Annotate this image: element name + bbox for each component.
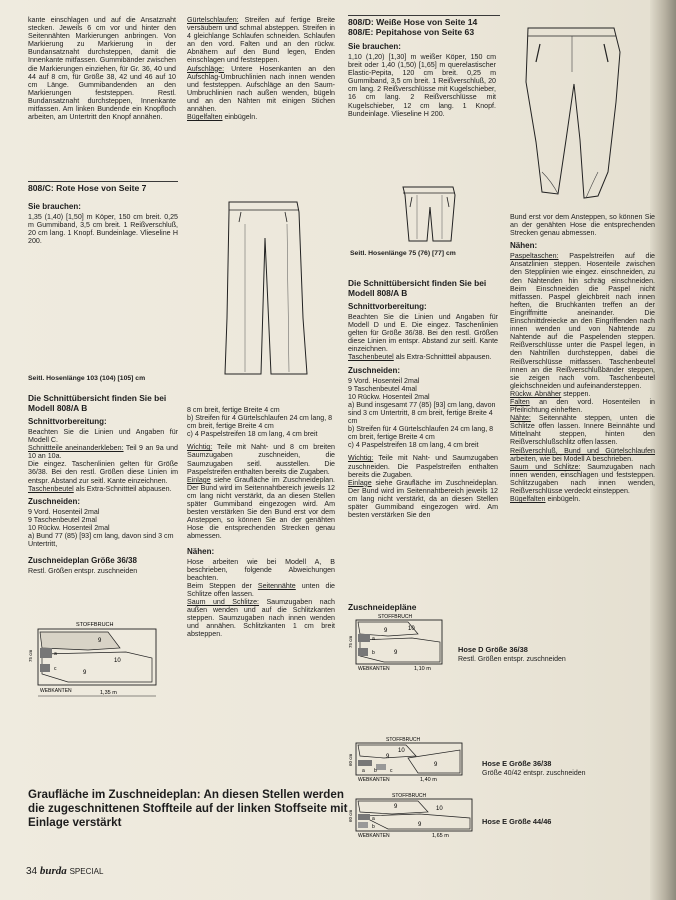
svg-text:WEBKANTEN: WEBKANTEN <box>358 777 390 783</box>
text-808c-instructions-2: 8 cm breit, fertige Breite 4 cm b) Streifen für 4 Gürtelschlaufen 24 cm lang, 8 cm breit, fertige Breite 4 cm c) 4 Paspelstreifen 18 cm lang, 4 cm breit Wichtig: Teile mit Naht- und 8 cm breiten Saumzugaben zuschneiden, die Saumzugaben seitl. ausstellen. Die Paspelstreifen enthalten bereits die Zugaben. Einlage siehe Graufläche im Zuschneideplan. Der Bund wird im Seitennahtbereich jeweils 12 cm lang nicht verstärkt, da an diesen Stellen später Gummiband eingezogen wird. Am besten verstärken Sie den Bund erst vor dem Ansteppen, so können Sie an der genähten Hose die entsprechenden Strecken genau abmessen. Nähen: Hose arbeiten wie bei Modell A, B beschrieben, folgende Abweichungen beachten. Beim Steppen der Seitennähte unten die Schlitze offen lassen. Saum und Schlitze: Saumzugaben nach außen wenden und auf die Schlitzkanten steppen. Saumzugaben nach innen wenden und annähen. Schlitzkanten 1 cm breit absteppen. <box>187 406 336 639</box>
rule-808c-top <box>28 181 178 182</box>
brand-logo: burda <box>39 865 67 877</box>
svg-text:9: 9 <box>384 628 388 634</box>
svg-text:STOFFBRUCH: STOFFBRUCH <box>392 793 427 799</box>
svg-text:c: c <box>390 768 393 774</box>
paragraph-buegelfalten: Bügelfalten einbügeln. <box>187 113 258 122</box>
heading-808d: 808/D: Weiße Hose von Seite 14 808/E: Pepitahose von Seite 63 <box>348 17 478 37</box>
svg-text:a: a <box>372 636 375 642</box>
svg-text:a: a <box>372 816 375 822</box>
svg-text:75 cm: 75 cm <box>28 649 33 662</box>
svg-text:1,40 m: 1,40 m <box>420 777 437 783</box>
svg-text:60 cm: 60 cm <box>348 809 353 822</box>
svg-text:9: 9 <box>418 822 422 828</box>
cutting-plan-hose-e-36 <box>348 736 468 784</box>
brand-special: SPECIAL <box>69 867 104 876</box>
svg-text:9: 9 <box>394 650 398 656</box>
cut-list-808c: 9 Vord. Hosenteil 2mal 9 Taschenbeutel 2mal 10 Rückw. Hosenteil 2mal a) Bund 77 (85) [93] cm lang, davon sind 3 cm Untertritt, <box>28 507 174 549</box>
cut-list-808de: 9 Vord. Hosenteil 2mal 9 Taschenbeutel 4mal 10 Rückw. Hosenteil 2mal a) Bund insgesamt 77 (85) [93] cm lang, davon sind 3 cm Untertritt, 8 cm breit, fertige Breite 4 cm b) Streifen für 4 Gürtelschlaufen 24 cm lang, 8 cm breit, fertige Breite 4 cm c) 4 Paspelstreifen 18 cm lang, 4 cm breit <box>348 376 496 450</box>
cutting-plan-hose-d <box>348 612 448 674</box>
svg-text:WEBKANTEN: WEBKANTEN <box>40 688 72 694</box>
heading-zuschneideplaene: Zuschneidepläne <box>348 602 417 612</box>
cutting-plan-hose-e-44 <box>348 792 478 840</box>
paragraph-aufschlaege: Aufschläge: Untere Hosenkanten an den Aufschlag-Umbruchlinien nach innen wenden und feststeppen. Aufschläge an den Saum-Umbruchlinien nach außen wenden, bügeln und an den Nähten mit einigen Stichen annähen. <box>187 64 335 114</box>
svg-text:9: 9 <box>434 762 438 768</box>
svg-text:9: 9 <box>83 670 87 676</box>
svg-text:60 cm: 60 cm <box>348 753 353 766</box>
svg-text:1,35 m: 1,35 m <box>100 690 117 696</box>
svg-text:10: 10 <box>398 748 405 754</box>
svg-text:10: 10 <box>114 658 121 664</box>
svg-text:STOFFBRUCH: STOFFBRUCH <box>76 622 114 628</box>
text-column-top-left <box>28 16 176 121</box>
pants-d-illustration <box>395 185 465 243</box>
cutting-plan-808c <box>28 620 178 700</box>
label-plan-hose-d: Hose D Größe 36/38 Restl. Größen entspr. zuschneiden <box>458 645 566 663</box>
svg-text:9: 9 <box>394 804 398 810</box>
text-808de-instructions: Die Schnittübersicht finden Sie bei Modell 808/A B Schnittvorbereitung: Beachten Sie die Linien und Angaben für Modell D und E. Die eingez. Taschenlinien gelten für Größe 36/38. Bei den restl. Größen diese Linien im entspr. Abstand zur seitl. Kante einzeichnen. Taschenbeutel als Extra-Schnittteil abpausen. Zuschneiden: 9 Vord. Hosenteil 2mal 9 Taschenbeutel 4mal 10 Rückw. Hosenteil 2mal a) Bund insgesamt 77 (85) [93] cm lang, davon sind 3 cm Untertritt, 8 cm breit, fertige Breite 4 cm b) Streifen für 4 Gürtelschlaufen 24 cm lang, 8 cm breit, fertige Breite 4 cm c) 4 Paspelstreifen 18 cm lang, 4 cm breit Wichtig: Teile mit Naht- und Saumzugaben zuschneiden. Die Paspelstreifen enthalten bereits die Zugaben. Einlage siehe Graufläche im Zuschneideplan. Der Bund wird im Seitennahtbereich jeweils 12 cm lang nicht verstärkt, da an diesen Stellen später Gummiband eingezogen wird. Am besten verstärken Sie den <box>348 278 498 520</box>
svg-text:b: b <box>374 768 377 774</box>
svg-text:10: 10 <box>436 806 443 812</box>
svg-text:WEBKANTEN: WEBKANTEN <box>358 666 390 672</box>
text-808d-material: Sie brauchen: 1,10 (1,20) [1,30] m weißer Köper, 150 cm breit oder 1,40 (1,50) [1,65] m querelastischer Elastic-Pepita, 120 cm breit. 0,25 m Gummiband, 3,5 cm breit. 1 Reißverschluß, 20 cm lang. 2 Reißverschlüsse mit Kugelschieber, 16 cm lang. 2 Reißverschlüsse mit Kugelschieber, 12 cm lang. 1 Knopf. Bundeinlage. Vlieseline H 200. <box>348 42 496 118</box>
svg-text:WEBKANTEN: WEBKANTEN <box>358 833 390 839</box>
svg-text:a: a <box>54 651 57 657</box>
text-808de-sewing: Bund erst vor dem Ansteppen, so können Sie an der genähten Hose die entsprechenden Strecken genau abmessen. Nähen: Paspeltaschen: Paspelstreifen auf die Ansatzlinien steppen. Hosenteile zwischen den Stepplinien wie eingez. einschneiden, zu den Nahtenden hin schräg einschneiden. Beim Einschneiden die Paspel nicht mitfassen. Paspel gleichbreit nach innen heften, die Bruchkanten treffen an der Eingriffmitte aneinander. Die Einschnittdreiecke an den Eingriffenden nach innen wenden und von Nahtende zu Nahtende auf die Paspelenden steppen. Reißverschlüsse unter die Paspel legen, in den Nahtrillen durchsteppen, dabei die Reißverschlüsse mitfassen. Taschenbeutel innen an die Reißverschlußbänder steppen, sie zeigen nach vorn. Taschenbeutel gleichschneiden und aufeinandersteppen. Rückw. Abnäher steppen. Falten an den vord. Hosenteilen in Pfeilrichtung einheften. Nähte: Seitennähte steppen, unten die Schlitze offen lassen. Innere Beinnähte und Mittelnaht steppen, hinten den Reißverschlußschlitz offen lassen. Reißverschluß, Bund und Gürtelschlaufen arbeiten, wie bei Modell A beschrieben. Saum und Schlitze: Saumzugaben nach innen wenden, einschlagen und feststeppen. Schlitzzugaben nach innen wenden, Reißverschlüsse verdeckt einsteppen. Bügelfalten einbügeln. <box>510 213 656 504</box>
pants-e-illustration <box>512 22 642 202</box>
interfacing-note: Graufläche im Zuschneideplan: An diesen Stellen werden die zugeschnittenen Stoffteile auf der linken Stoffseite mit Einlage verstärkt <box>28 788 348 829</box>
label-plan-hose-e-44: Hose E Größe 44/46 <box>482 817 552 826</box>
caption-808c-length: Seitl. Hosenlänge 103 (104) [105] cm <box>28 375 146 382</box>
svg-text:75 cm: 75 cm <box>348 635 353 648</box>
text-column-top-mid <box>187 16 335 121</box>
svg-text:1,10 m: 1,10 m <box>414 666 431 672</box>
text-808c-material: Sie brauchen: 1,35 (1,40) [1,50] m Köper, 150 cm breit. 0,25 m Gummiband, 3,5 cm breit. 1 Reißverschluß, 20 cm lang. 1 Knopf. Bundeinlage. Vlieseline H 200. <box>28 202 178 246</box>
svg-text:c: c <box>54 666 57 672</box>
text-808c-instructions-1: Die Schnittübersicht finden Sie bei Modell 808/A B Schnittvorbereitung: Beachten Sie die Linien und Angaben für Modell C. Schnittteile aneinanderkleben: Teil 9 an 9a und 10 an 10a. Die eingez. Taschenlinien gelten für Größe 36/38. Bei den restl. Größen diese Linien im entspr. Abstand zur seitl. Kante einzeichnen. Taschenbeutel als Extra-Schnittteil abpausen. Zuschneiden: 9 Vord. Hosenteil 2mal 9 Taschenbeutel 2mal 10 Rückw. Hosenteil 2mal a) Bund 77 (85) [93] cm lang, davon sind 3 cm Untertritt, Zuschneideplan Größe 36/38 Restl. Größen entspr. zuschneiden <box>28 393 179 576</box>
svg-text:10: 10 <box>408 626 415 632</box>
caption-808d-length: Seitl. Hosenlänge 75 (76) [77] cm <box>350 250 456 257</box>
svg-text:STOFFBRUCH: STOFFBRUCH <box>378 614 413 620</box>
paragraph-guertelschlaufen: Gürtelschlaufen: Streifen auf fertige Breite versäubern und schmal absteppen. Streifen in 4 gleichlange Schlaufen schneiden. Schlaufen an den vord. Falten und an den rückw. Abnähern auf den Bund legen, Enden einschlagen und feststeppen. <box>187 16 335 65</box>
svg-text:1,65 m: 1,65 m <box>432 833 449 839</box>
paragraph-bund: kante einschlagen und auf die Ansatznaht stecken. Jeweils 6 cm vor und hinter den Seitennähten Markierungen anbringen. Von Markierung zu Markierung in der Bundansatznaht durchsteppen, damit die Innenkante mitfassen. Gummibänder zwischen die Markierungen einziehen, für Gr. 36, 40 und 44 auf 8 cm, für Größe 38, 42 und 46 auf 10 cm Länge. Gummibandenden an den Markierungen feststeppen. Restl. Bundansatznaht durchsteppen, Innenkante mitfassen. Am linken Bundende ein Knopfloch arbeiten, am Untertritt den Knopf annähen. <box>28 16 176 122</box>
label-plan-hose-e-36: Hose E Größe 36/38 Größe 40/42 entspr. zuschneiden <box>482 759 586 777</box>
cut-list-808c-cont: 8 cm breit, fertige Breite 4 cm b) Streifen für 4 Gürtelschlaufen 24 cm lang, 8 cm breit, fertige Breite 4 cm c) 4 Paspelstreifen 18 cm lang, 4 cm breit <box>187 406 333 439</box>
page-number: 34 <box>26 866 38 877</box>
heading-808c: 808/C: Rote Hose von Seite 7 <box>28 183 147 193</box>
svg-text:a: a <box>362 768 365 774</box>
rule-808d-top <box>348 15 500 16</box>
pants-c-illustration <box>205 198 325 378</box>
svg-text:9: 9 <box>386 754 390 760</box>
svg-text:b: b <box>372 650 375 656</box>
svg-text:b: b <box>372 824 375 830</box>
svg-text:STOFFBRUCH: STOFFBRUCH <box>386 737 421 743</box>
page-footer <box>26 865 103 877</box>
svg-text:9: 9 <box>98 638 102 644</box>
